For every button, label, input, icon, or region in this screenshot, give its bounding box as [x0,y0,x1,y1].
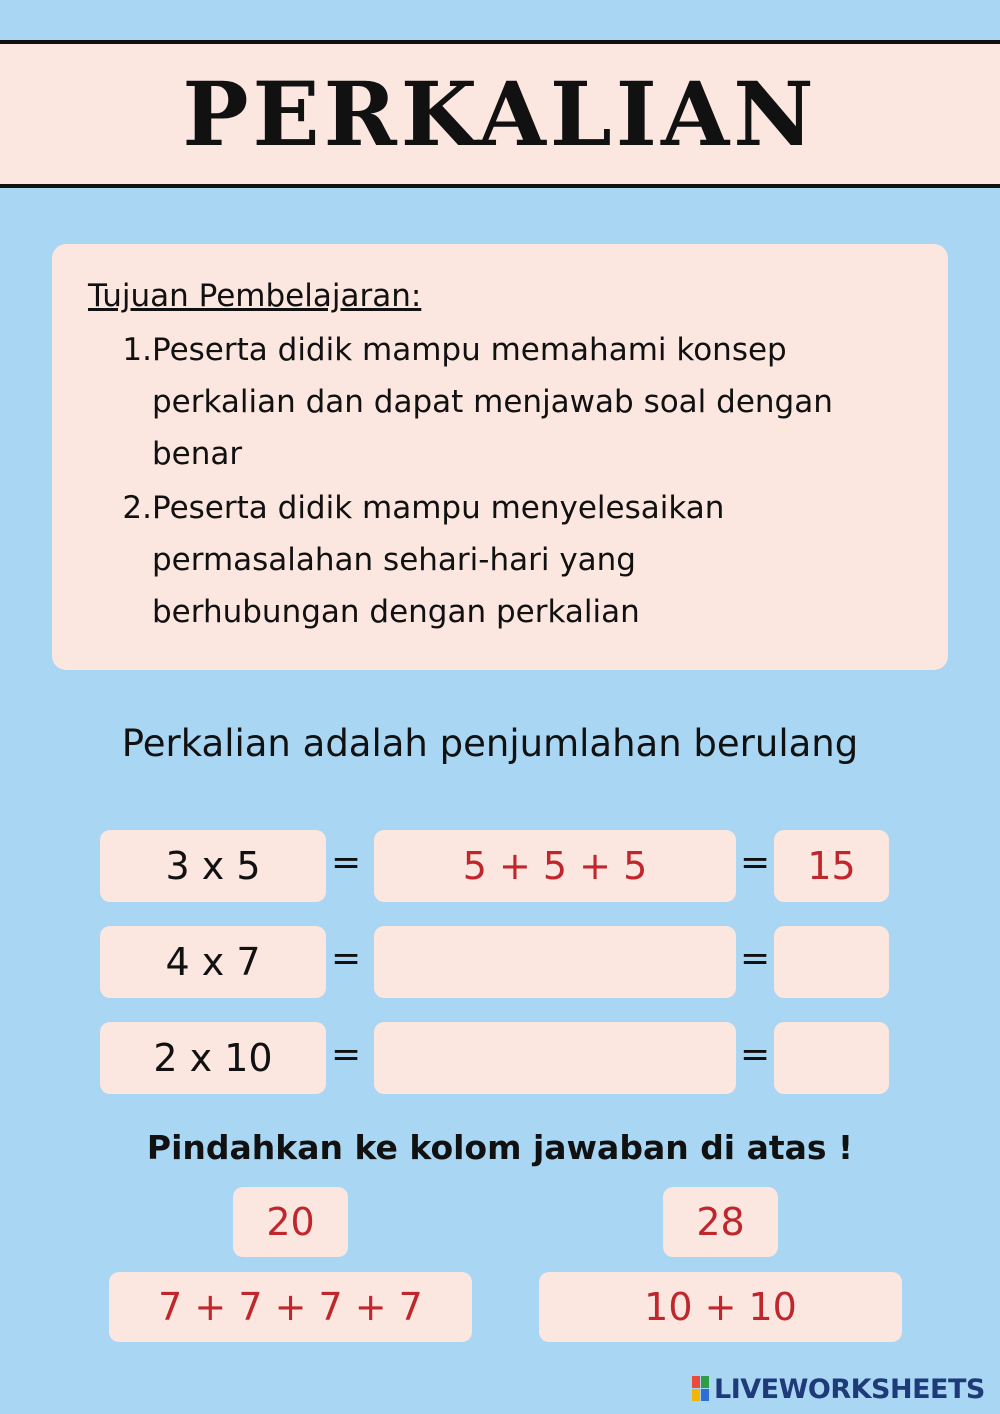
equals-sign: = [740,938,771,979]
goal-number: 1. [122,332,152,368]
learning-goals-card [52,244,948,670]
equals-sign: = [740,1034,771,1075]
goal-line: Peserta didik mampu menyelesaikan [152,490,725,526]
addition-answer-field[interactable] [374,926,736,998]
subtitle: Perkalian adalah penjumlahan berulang [121,722,859,765]
draggable-result-tile[interactable]: 28 [663,1187,778,1257]
page-title: PERKALIAN [182,62,818,166]
equals-sign: = [740,842,771,883]
result-answer-field[interactable] [774,1022,889,1094]
draggable-addition-tile[interactable]: 7 + 7 + 7 + 7 [109,1272,472,1342]
goal-line: perkalian dan dapat menjawab soal dengan [152,384,833,420]
equals-sign: = [331,938,362,979]
goal-line: permasalahan sehari-hari yang [152,542,636,578]
goals-heading: Tujuan Pembelajaran: [88,278,422,314]
instruction: Pindahkan ke kolom jawaban di atas ! [146,1128,854,1167]
draggable-result-tile[interactable]: 20 [233,1187,348,1257]
addition-answer-field[interactable] [374,1022,736,1094]
question-box: 4 x 7 [100,926,326,998]
equals-sign: = [331,1034,362,1075]
liveworksheets-logo [692,1372,985,1406]
addition-answer-field[interactable]: 5 + 5 + 5 [374,830,736,902]
goal-line: benar [152,436,243,472]
goal-text [152,324,912,480]
liveworksheets-logo-icon [692,1376,710,1402]
goal-text [152,482,912,638]
logo-text: LIVEWORKSHEETS [714,1373,985,1405]
question-box: 2 x 10 [100,1022,326,1094]
goal-number: 2. [122,490,152,526]
question-box: 3 x 5 [100,830,326,902]
draggable-addition-tile[interactable]: 10 + 10 [539,1272,902,1342]
goal-line: Peserta didik mampu memahami konsep [152,332,787,368]
equals-sign: = [331,842,362,883]
goal-line: berhubungan dengan perkalian [152,594,640,630]
title-banner [0,40,1000,188]
result-answer-field[interactable]: 15 [774,830,889,902]
result-answer-field[interactable] [774,926,889,998]
